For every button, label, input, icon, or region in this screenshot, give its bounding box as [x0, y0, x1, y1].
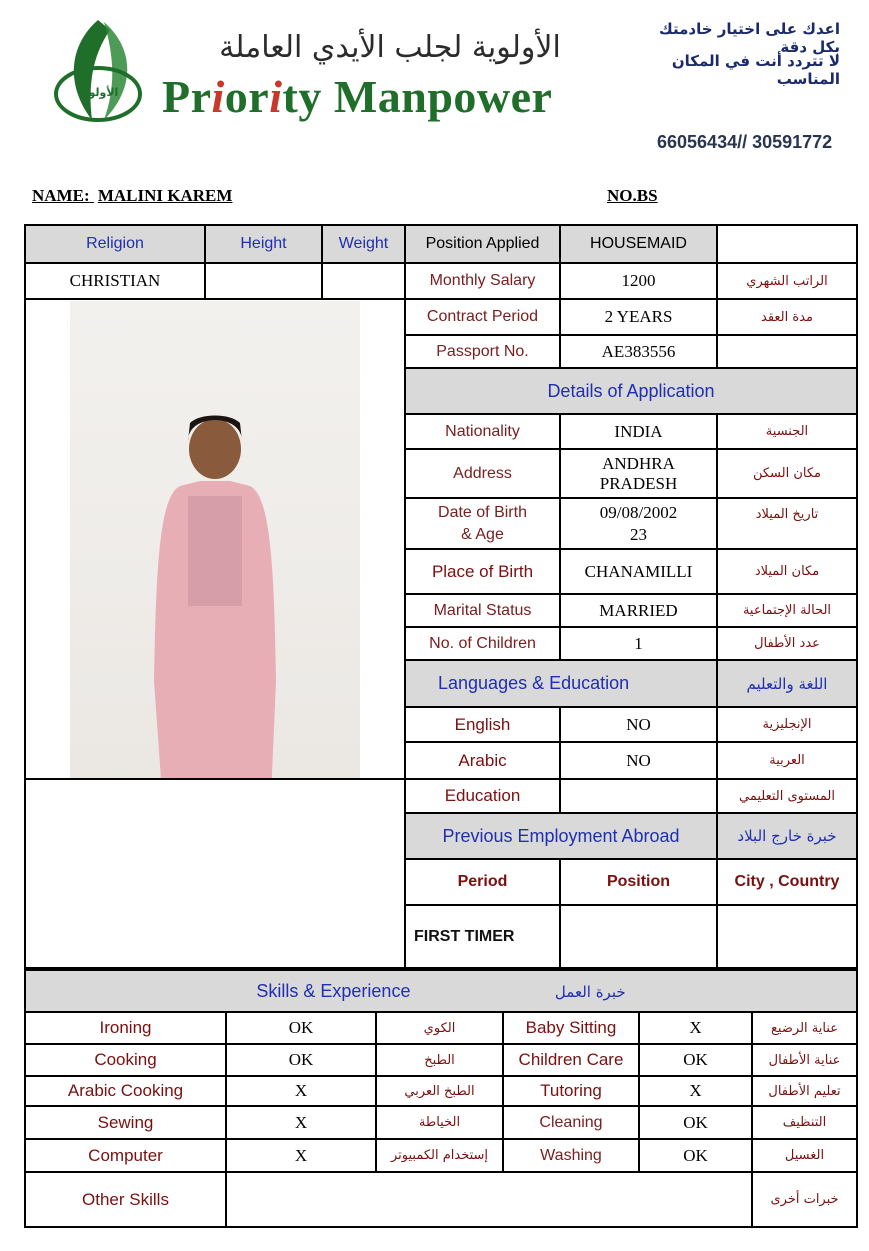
skill-left-label: Arabic Cooking	[25, 1076, 226, 1106]
skill-right-value: OK	[639, 1139, 752, 1172]
dob-value: 09/08/2002 23	[560, 498, 717, 549]
skill-row	[25, 1012, 857, 1044]
address-label: Address	[405, 449, 560, 498]
english-value: NO	[560, 707, 717, 742]
skill-right-label: Washing	[503, 1139, 639, 1172]
address-ar: مكان السكن	[717, 449, 857, 498]
arabic-ar: العربية	[717, 742, 857, 779]
children-label: No. of Children	[405, 627, 560, 660]
tagline-2: لا تتردد أنت في المكان المناسب	[671, 52, 840, 88]
education-value	[560, 779, 717, 813]
contract-label: Contract Period	[405, 299, 560, 335]
skill-left-value: X	[226, 1139, 376, 1172]
position-applied-value: HOUSEMAID	[560, 225, 717, 263]
languages-section-title-ar: اللغة والتعليم	[717, 660, 857, 707]
position-header: Position	[560, 859, 717, 905]
application-table	[24, 224, 858, 969]
passport-ar	[717, 335, 857, 368]
height-value	[205, 263, 322, 299]
skill-left-value: OK	[226, 1012, 376, 1044]
english-label: English	[405, 707, 560, 742]
skill-row	[25, 1076, 857, 1106]
person-figure-icon	[70, 301, 360, 779]
english-ar: الإنجليزية	[717, 707, 857, 742]
nationality-value: INDIA	[560, 414, 717, 449]
tagline-1: اعدك على اختيار خادمتك بكل دقة	[659, 20, 840, 56]
previous-position-value	[560, 905, 717, 968]
skill-right-ar: عناية الأطفال	[752, 1044, 857, 1076]
pob-value: CHANAMILLI	[560, 549, 717, 594]
skills-section-title-ar: خبرة العمل	[554, 982, 626, 1001]
name-line	[32, 186, 232, 206]
marital-label: Marital Status	[405, 594, 560, 627]
skill-left-label: Ironing	[25, 1012, 226, 1044]
company-arabic-name: الأولوية لجلب الأيدي العاملة	[219, 30, 561, 65]
skill-right-label: Tutoring	[503, 1076, 639, 1106]
arabic-label: Arabic	[405, 742, 560, 779]
leaf-logo-icon	[48, 16, 148, 128]
skill-left-label: Cooking	[25, 1044, 226, 1076]
skill-row	[25, 1106, 857, 1139]
skill-right-ar: التنظيف	[752, 1106, 857, 1139]
position-applied-label: Position Applied	[405, 225, 560, 263]
skill-right-label: Baby Sitting	[503, 1012, 639, 1044]
skills-section-title-row	[25, 970, 857, 1012]
skill-left-ar: الطبخ العربي	[376, 1076, 503, 1106]
religion-header: Religion	[25, 225, 205, 263]
city-country-header: City , Country	[717, 859, 857, 905]
previous-employment-title-ar: خبرة خارج البلاد	[717, 813, 857, 859]
skill-left-ar: الطبخ	[376, 1044, 503, 1076]
skills-table	[24, 969, 858, 1228]
other-skills-label: Other Skills	[25, 1172, 226, 1227]
position-applied-ar	[717, 225, 857, 263]
children-value: 1	[560, 627, 717, 660]
languages-section-title: Languages & Education	[405, 660, 717, 707]
arabic-value: NO	[560, 742, 717, 779]
education-label: Education	[405, 779, 560, 813]
salary-value: 1200	[560, 263, 717, 299]
weight-header: Weight	[322, 225, 405, 263]
skill-right-value: OK	[639, 1106, 752, 1139]
contract-value: 2 YEARS	[560, 299, 717, 335]
skill-right-label: Cleaning	[503, 1106, 639, 1139]
skill-right-value: X	[639, 1012, 752, 1044]
skill-row	[25, 1044, 857, 1076]
skill-right-label: Children Care	[503, 1044, 639, 1076]
contract-ar: مدة العقد	[717, 299, 857, 335]
dob-ar: تاريخ الميلاد	[717, 498, 857, 549]
previous-period-value: FIRST TIMER	[405, 905, 560, 968]
photo-spacer-4	[25, 905, 405, 968]
passport-label: Passport No.	[405, 335, 560, 368]
skill-left-value: OK	[226, 1044, 376, 1076]
other-skills-ar: خبرات أخرى	[752, 1172, 857, 1227]
photo-spacer-2	[25, 813, 405, 859]
skill-left-value: X	[226, 1106, 376, 1139]
children-ar: عدد الأطفال	[717, 627, 857, 660]
logo-badge-text: الأولوية	[77, 86, 119, 99]
candidate-photo	[70, 301, 360, 779]
nationality-ar: الجنسية	[717, 414, 857, 449]
phone-numbers: 66056434// 30591772	[657, 132, 833, 152]
skill-right-ar: عناية الرضيع	[752, 1012, 857, 1044]
company-name: Priority Manpower	[162, 71, 553, 122]
dob-label: Date of Birth & Age	[405, 498, 560, 549]
other-skills-value	[226, 1172, 752, 1227]
name-label: NAME:	[32, 186, 90, 205]
details-section-title: Details of Application	[405, 368, 857, 414]
height-header: Height	[205, 225, 322, 263]
skill-row	[25, 1139, 857, 1172]
reference-number-label: NO.BS	[607, 186, 658, 205]
photo-spacer	[25, 779, 405, 813]
skill-left-label: Sewing	[25, 1106, 226, 1139]
education-ar: المستوى التعليمي	[717, 779, 857, 813]
skill-left-value: X	[226, 1076, 376, 1106]
previous-city-value	[717, 905, 857, 968]
previous-employment-title: Previous Employment Abroad	[405, 813, 717, 859]
skills-section-title: Skills & Experience	[256, 980, 411, 1001]
marital-value: MARRIED	[560, 594, 717, 627]
photo-spacer-3	[25, 859, 405, 905]
skill-right-value: OK	[639, 1044, 752, 1076]
skill-left-ar: الكوي	[376, 1012, 503, 1044]
skill-right-value: X	[639, 1076, 752, 1106]
candidate-photo-cell	[25, 299, 405, 779]
skill-left-ar: إستخدام الكمبيوتر	[376, 1139, 503, 1172]
passport-value: AE383556	[560, 335, 717, 368]
skill-right-ar: الغسيل	[752, 1139, 857, 1172]
skill-right-ar: تعليم الأطفال	[752, 1076, 857, 1106]
nationality-label: Nationality	[405, 414, 560, 449]
religion-value: CHRISTIAN	[25, 263, 205, 299]
salary-ar: الراتب الشهري	[717, 263, 857, 299]
marital-ar: الحالة الإجتماعية	[717, 594, 857, 627]
skill-left-label: Computer	[25, 1139, 226, 1172]
name-value: MALINI KAREM	[97, 186, 233, 205]
address-value: ANDHRA PRADESH	[560, 449, 717, 498]
salary-label: Monthly Salary	[405, 263, 560, 299]
pob-ar: مكان الميلاد	[717, 549, 857, 594]
company-logo	[48, 16, 148, 128]
weight-value	[322, 263, 405, 299]
skill-left-ar: الخياطة	[376, 1106, 503, 1139]
period-header: Period	[405, 859, 560, 905]
pob-label: Place of Birth	[405, 549, 560, 594]
